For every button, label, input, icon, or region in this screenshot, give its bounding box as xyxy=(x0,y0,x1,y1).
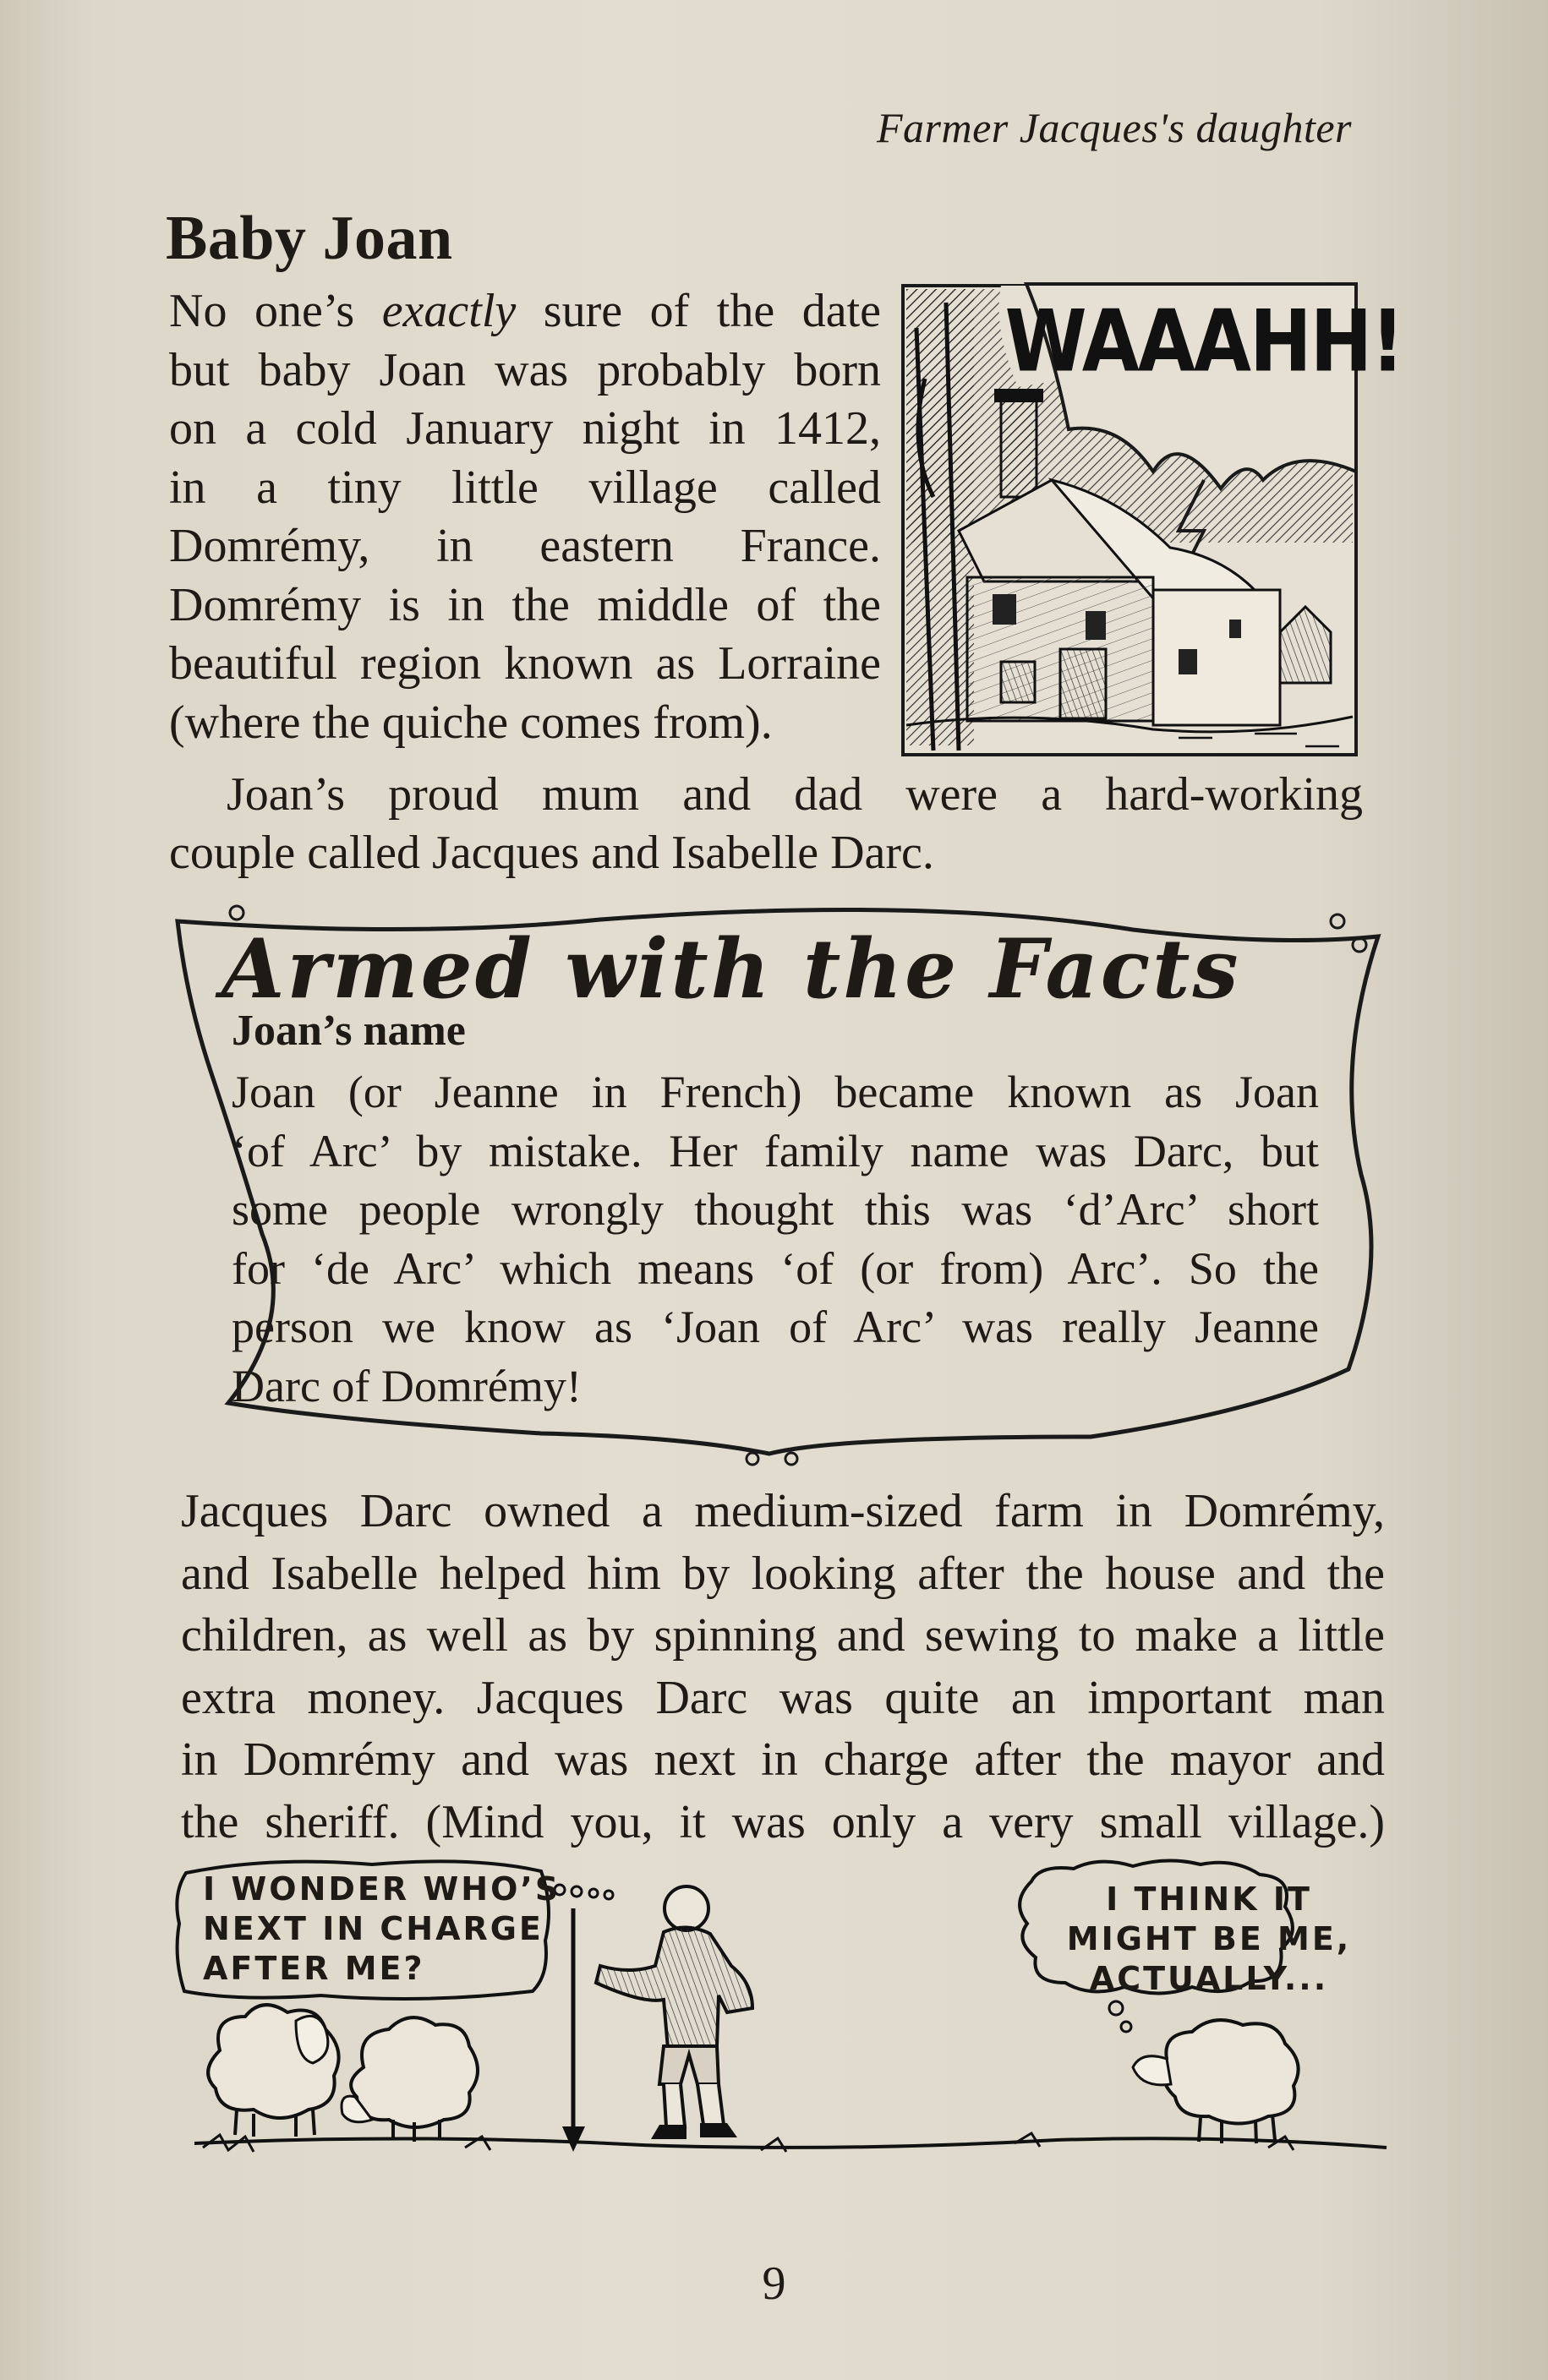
intro-line: on a cold January night in 1412, xyxy=(169,402,881,455)
left-bubble-line: I WONDER WHO’S xyxy=(203,1870,561,1908)
facts-line: person we know as ‘Joan of Arc’ was really Jeanne xyxy=(232,1302,1319,1352)
running-head: Farmer Jacques's daughter xyxy=(877,104,1352,151)
page-number: 9 xyxy=(762,2257,786,2310)
illustration-sound-text: WAAAHH! xyxy=(1004,292,1403,391)
facts-box-subheading: Joan’s name xyxy=(232,1007,466,1055)
right-bubble-line: I THINK IT xyxy=(1106,1881,1312,1918)
intro-line: but baby Joan was probably born xyxy=(169,343,881,396)
intro-line: in a tiny little village called xyxy=(169,461,881,514)
parents-line: couple called Jacques and Isabelle Darc. xyxy=(169,827,934,879)
facts-line: Joan (or Jeanne in French) became known as Joan xyxy=(232,1067,1319,1117)
farm-line: the sheriff. (Mind you, it was only a very small village.) xyxy=(181,1795,1385,1848)
facts-box-body xyxy=(232,1063,1319,1416)
intro-line: Domrémy, in eastern France. xyxy=(169,520,881,572)
section-title: Baby Joan xyxy=(166,204,453,273)
right-bubble-line: ACTUALLY... xyxy=(1089,1960,1329,1997)
parents-paragraph xyxy=(169,766,1363,882)
right-thought-bubble xyxy=(1048,1880,1370,1999)
intro-line: beautiful region known as Lorraine xyxy=(169,637,881,690)
intro-line: No one’s exactly sure of the date xyxy=(169,285,881,337)
facts-line: some people wrongly thought this was ‘d’Arc’ short xyxy=(232,1184,1319,1235)
parents-line: Joan’s proud mum and dad were a hard-working xyxy=(227,768,1363,821)
facts-box-heading: Armed with the Facts xyxy=(222,921,1241,1017)
farm-line: extra money. Jacques Darc was quite an important man xyxy=(181,1671,1385,1724)
facts-line: Darc of Domrémy! xyxy=(232,1360,582,1411)
intro-line: Domrémy is in the middle of the xyxy=(169,578,881,631)
intro-paragraph xyxy=(169,282,881,752)
left-speech-bubble xyxy=(203,1870,561,1989)
right-bubble-line: MIGHT BE ME, xyxy=(1066,1920,1352,1957)
farm-line: and Isabelle helped him by looking after the house and the xyxy=(181,1547,1385,1600)
facts-line: ‘of Arc’ by mistake. Her family name was Darc, but xyxy=(232,1125,1319,1176)
left-bubble-line: AFTER ME? xyxy=(203,1950,425,1987)
farm-line: in Domrémy and was next in charge after the mayor and xyxy=(181,1733,1385,1786)
farm-paragraph xyxy=(181,1481,1385,1853)
cottage-illustration xyxy=(900,277,1403,761)
left-bubble-line: NEXT IN CHARGE xyxy=(203,1910,544,1947)
farm-line: children, as well as by spinning and sewing to make a little xyxy=(181,1609,1385,1662)
intro-line: (where the quiche comes from). xyxy=(169,696,773,749)
facts-line: for ‘de Arc’ which means ‘of (or from) Arc’. So the xyxy=(232,1242,1319,1294)
farm-line: Jacques Darc owned a medium-sized farm in Domrémy, xyxy=(181,1485,1385,1537)
